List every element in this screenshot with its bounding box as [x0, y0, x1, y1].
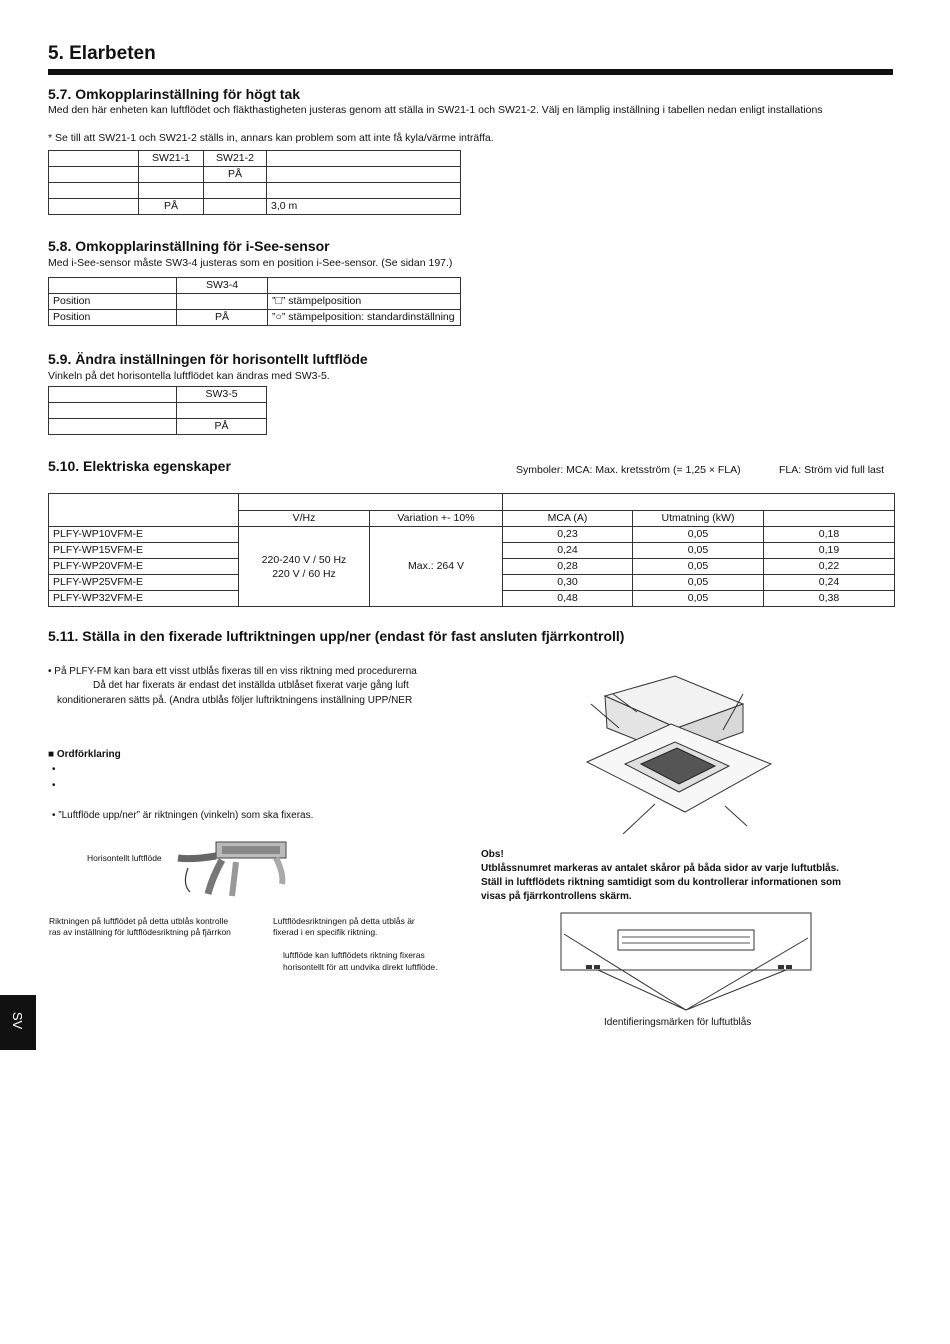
table-row: PLFY-WP20VFM-E 0,28 0,05 0,22	[49, 559, 895, 575]
section-5-7-text: Med den här enheten kan luftflödet och fläkthastigheten justeras genom att ställa in SW21-1 och SW21-2. Välj en lämplig inställning i tabellen nedan enligt installations	[48, 104, 823, 116]
identification-label: Identifieringsmärken för luftutblås	[604, 1017, 752, 1028]
table-row: PLFY-WP15VFM-E 0,24 0,05 0,19	[49, 543, 895, 559]
table-row: Position ”□” stämpelposition	[49, 294, 461, 310]
section-5-9-text: Vinkeln på det horisontella luftflödet kan ändras med SW3-5.	[48, 370, 330, 382]
section-5-8-text: Med i-See-sensor måste SW3-4 justeras som en position i-See-sensor. (Se sidan 197.)	[48, 257, 453, 269]
symbols-legend: Symboler: MCA: Max. kretsström (= 1,25 × FLA)	[516, 464, 741, 476]
bullet1-line2: Då det har fixerats är endast det inställda utblåset fixerat varje gång luft	[93, 680, 409, 691]
table-row: PÅ 3,0 m	[49, 199, 461, 215]
caption-1-line2: ras av inställning för luftflödesriktning på fjärrkon	[49, 927, 231, 937]
table-row: PÅ	[49, 167, 461, 183]
ord-dot-2: •	[52, 780, 56, 791]
fla-legend: FLA: Ström vid full last	[779, 464, 885, 476]
sw3-5-table	[48, 386, 267, 435]
table-row	[49, 403, 267, 419]
cassette-unit-illustration	[585, 668, 775, 838]
table-row: PÅ	[49, 419, 267, 435]
table-row: SW3-4	[49, 278, 461, 294]
horizontal-airflow-label: Horisontellt luftflöde	[87, 853, 162, 863]
section-5-10-title: 5.10. Elektriska egenskaper	[48, 458, 231, 474]
table-row	[49, 183, 461, 199]
section-5-8-title: 5.8. Omkopplarinställning för i-See-sensor	[48, 238, 330, 254]
heading-rule	[48, 69, 893, 75]
obs-line3: visas på fjärrkontrollens skärm.	[481, 891, 632, 902]
table-row: PLFY-WP10VFM-E 220-240 V / 50 Hz 220 V / 60 Hz Max.: 264 V 0,23 0,05 0,18	[49, 527, 895, 543]
bullet1-line3: konditioneraren sätts på. (Andra utblås följer luftriktningens inställning UPP/NER	[57, 695, 413, 706]
table-row: PLFY-WP32VFM-E 0,48 0,05 0,38	[49, 591, 895, 607]
ord-title: ■ Ordförklaring	[48, 749, 121, 760]
bullet1-line1: • På PLFY-FM kan bara ett visst utblås fixeras till en viss riktning med procedurerna	[48, 666, 417, 677]
table-row: Position PÅ ”○” stämpelposition: standardinställning	[49, 310, 461, 326]
caption-1-line1: Riktningen på luftflödet på detta utblås kontrolle	[49, 916, 229, 926]
caption-2-line1: Luftflödesriktningen på detta utblås är	[273, 916, 415, 926]
section-5-9-title: 5.9. Ändra inställningen för horisontellt luftflöde	[48, 351, 368, 367]
table-row: PLFY-WP25VFM-E 0,30 0,05 0,24	[49, 575, 895, 591]
table-row: V/Hz Variation +- 10% MCA (A) Utmatning (kW)	[49, 511, 895, 527]
obs-line2: Ställ in luftflödets riktning samtidigt som du kontrollerar informationen som	[481, 877, 842, 888]
obs-title: Obs!	[481, 849, 504, 860]
obs-line1: Utblåssnumret markeras av antalet skåror på båda sidor av varje luftutblås.	[481, 863, 839, 874]
table-row	[49, 494, 895, 511]
outlet-marker-illustration	[558, 910, 814, 1014]
sw3-4-table	[48, 277, 461, 326]
section-5-7-title: 5.7. Omkopplarinställning för högt tak	[48, 86, 301, 102]
language-tab: SV	[0, 995, 36, 1050]
airflow-illustration	[172, 838, 294, 900]
page-heading: 5. Elarbeten	[48, 43, 156, 64]
bullet2: • ”Luftflöde upp/ner” är riktningen (vinkeln) som ska fixeras.	[52, 810, 314, 821]
caption-3-line1: luftflöde kan luftflödets riktning fixeras	[283, 950, 425, 960]
section-5-7-note: * Se till att SW21-1 och SW21-2 ställs in, annars kan problem som att inte få kyla/värme inträffa.	[48, 132, 494, 144]
caption-2-line2: fixerad i en specifik riktning.	[273, 927, 378, 937]
table-row: SW21-1 SW21-2	[49, 151, 461, 167]
table-row: SW3-5	[49, 387, 267, 403]
section-5-11-title: 5.11. Ställa in den fixerade luftriktningen upp/ner (endast för fast ansluten fjärrkontroll)	[48, 628, 625, 644]
caption-3-line2: horisontellt för att undvika direkt luftflöde.	[283, 962, 438, 972]
ord-dot-1: •	[52, 764, 56, 775]
electrical-table	[48, 493, 895, 607]
sw21-table	[48, 150, 461, 215]
